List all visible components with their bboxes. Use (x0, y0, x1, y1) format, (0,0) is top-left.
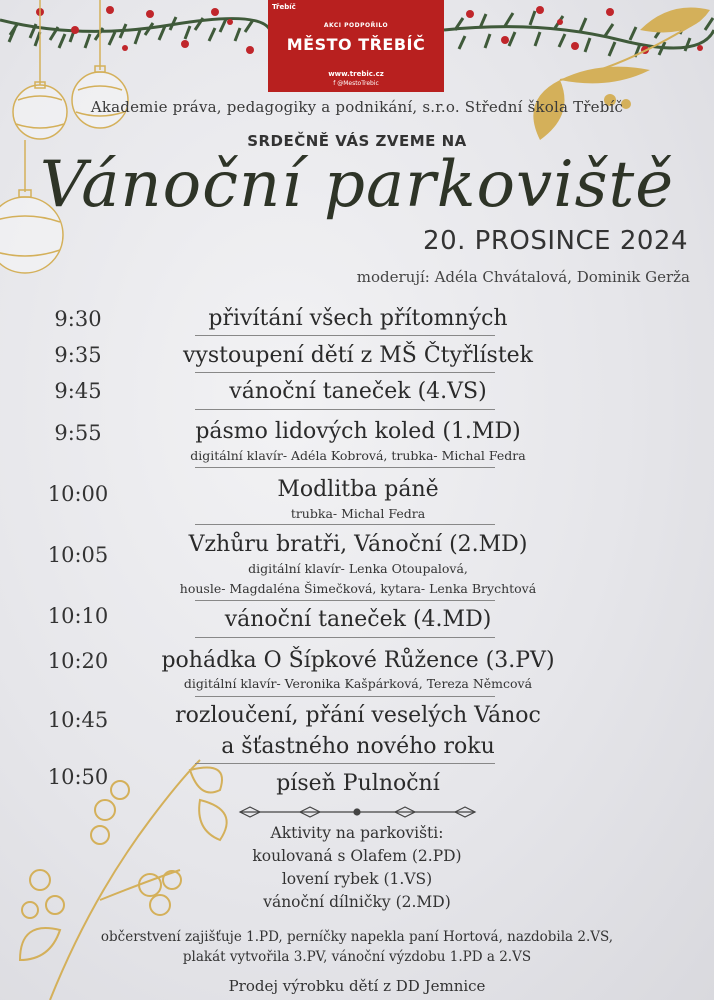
divider-line (195, 467, 495, 468)
divider-line (195, 696, 495, 697)
program-time: 9:30 (54, 307, 102, 331)
program-event: vystoupení dětí z MŠ Čtyřlístek (182, 343, 534, 368)
moderators: moderují: Adéla Chvátalová, Dominik Gerža (356, 268, 690, 286)
program-time: 10:50 (47, 765, 109, 789)
sponsor-tag: Třebíč (272, 3, 296, 11)
program-time: 9:45 (54, 379, 102, 403)
program-event: pohádka O Šípkové Růžence (3.PV) (161, 648, 555, 673)
invite-heading: SRDEČNĚ VÁS ZVEME NA (247, 132, 467, 150)
program-event: přivítání všech přítomných (208, 306, 508, 331)
sponsor-banner (268, 0, 444, 92)
divider-line (195, 372, 495, 373)
activity-item: koulovaná s Olafem (2.PD) (252, 847, 462, 865)
sponsor-web: www.trebic.cz (328, 70, 384, 78)
page-title: Vánoční parkoviště (39, 148, 675, 222)
program-time: 9:55 (54, 421, 102, 445)
divider-line (195, 335, 495, 336)
program-event: rozloučení, přání veselých Vánoc (175, 703, 541, 728)
footer-credits: plakát vytvořila 3.PV, vánoční výzdobu 1.PD a 2.VS (182, 949, 532, 965)
program-event: Vzhůru bratři, Vánoční (2.MD) (188, 532, 528, 557)
program-time: 10:20 (47, 649, 109, 673)
activity-item: vánoční dílničky (2.MD) (263, 893, 451, 911)
divider-line (195, 409, 495, 410)
program-time: 9:35 (54, 343, 102, 367)
divider-line (195, 600, 495, 601)
divider-line (195, 637, 495, 638)
school-name: Akademie práva, pedagogiky a podnikání, s.r.o. Střední škola Třebíč (90, 98, 624, 116)
program-event: vánoční taneček (4.VS) (229, 379, 487, 404)
program-time: 10:00 (47, 482, 109, 506)
footer-credits: občerstvení zajišťuje 1.PD, perníčky napekla paní Hortová, nazdobila 2.VS, (100, 929, 614, 945)
activity-item: lovení rybek (1.VS) (281, 870, 433, 888)
gold-leaf-branch-icon (533, 8, 710, 141)
event-date: 20. PROSINCE 2024 (423, 226, 688, 256)
footer-sale: Prodej výrobku dětí z DD Jemnice (228, 977, 486, 995)
divider-line (195, 763, 495, 764)
program-time: 10:05 (47, 543, 109, 567)
divider-line (195, 524, 495, 525)
program-details: digitální klavír- Veronika Kašpárková, Tereza Němcová (183, 676, 533, 691)
sponsor-social: f @MestoTrebic (333, 80, 379, 87)
program-event-continued: a šťastného nového roku (221, 734, 495, 759)
program-event: píseň Pulnoční (276, 771, 440, 796)
program-details: digitální klavír- Adéla Kobrová, trubka- Michal Fedra (190, 448, 526, 463)
sponsor-name: MĚSTO TŘEBÍČ (286, 35, 426, 54)
program-event: pásmo lidových koled (1.MD) (195, 419, 521, 444)
ornamental-divider-icon (240, 807, 475, 817)
activities-heading: Aktivity na parkovišti: (270, 824, 444, 842)
program-details: trubka- Michal Fedra (290, 506, 426, 521)
program-time: 10:10 (47, 604, 109, 628)
program-details: housle- Magdaléna Šimečková, kytara- Lenka Brychtová (179, 581, 537, 596)
program-details: digitální klavír- Lenka Otoupalová, (248, 561, 468, 576)
program-time: 10:45 (47, 708, 109, 732)
program-event: Modlitba páně (277, 477, 439, 502)
program-event: vánoční taneček (4.MD) (224, 607, 492, 632)
sponsor-small-text: AKCI PODPOŘILO (323, 22, 389, 29)
